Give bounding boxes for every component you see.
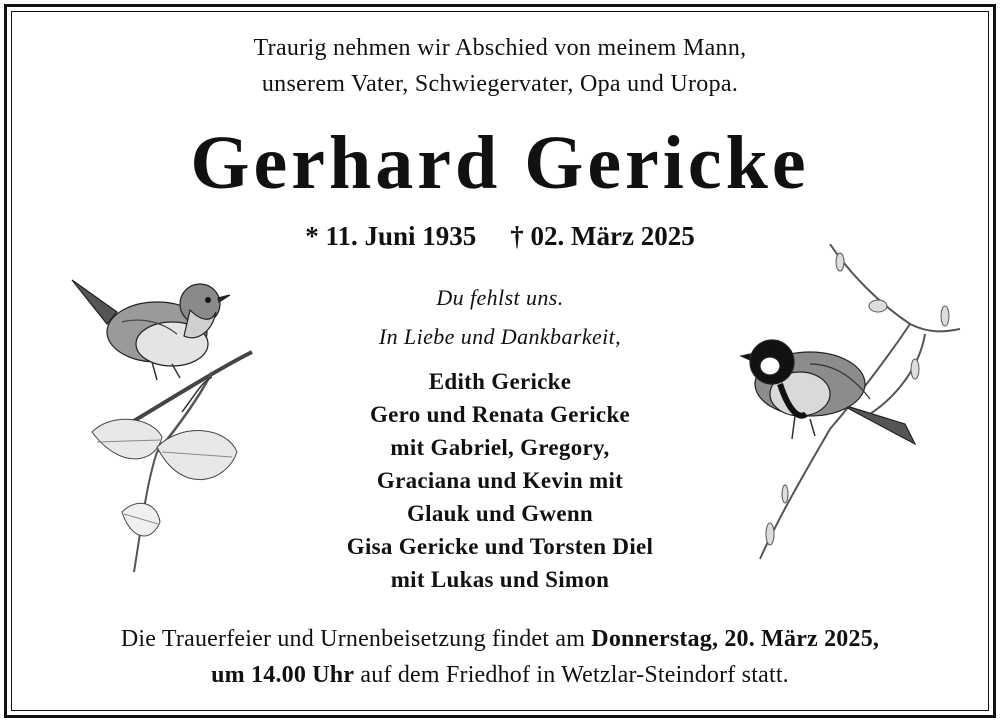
robin-illustration	[62, 262, 262, 577]
death-date: † 02. März 2025	[510, 221, 695, 251]
great-tit-illustration	[740, 244, 965, 564]
family-line: Graciana und Kevin mit	[376, 468, 624, 493]
ceremony-text-1: Die Trauerfeier und Urnenbeisetzung findet am	[120, 626, 592, 652]
quote-line-1: Du fehlst uns.	[436, 285, 564, 310]
family-line: mit Lukas und Simon	[390, 567, 610, 592]
family-line: Edith Gericke	[428, 369, 572, 394]
birth-date: * 11. Juni 1935	[305, 221, 477, 251]
ceremony-date: Donnerstag, 20. März 2025,	[591, 626, 880, 652]
family-line: mit Gabriel, Gregory,	[390, 435, 610, 460]
leaf-icon	[92, 419, 237, 536]
intro-line-2: unserem Vater, Schwiegervater, Opa und Uropa.	[261, 71, 739, 97]
quote-line-2: In Liebe und Dankbarkeit,	[378, 324, 622, 349]
deceased-name: Gerhard Gericke	[190, 121, 810, 205]
intro-text	[0, 30, 1000, 102]
intro-line-1: Traurig nehmen wir Abschied von meinem Mann,	[253, 35, 747, 61]
family-line: Glauk und Gwenn	[406, 501, 594, 526]
ceremony-time: um 14.00 Uhr	[211, 662, 355, 688]
family-line: Gero und Renata Gericke	[369, 402, 631, 427]
ceremony-info	[0, 621, 1000, 693]
family-line: Gisa Gericke und Torsten Diel	[346, 534, 654, 559]
ceremony-line-2	[0, 657, 1000, 693]
robin-bird	[72, 280, 230, 380]
ceremony-text-2: auf dem Friedhof in Wetzlar-Steindorf statt.	[354, 662, 789, 688]
ceremony-line-1	[0, 621, 1000, 657]
